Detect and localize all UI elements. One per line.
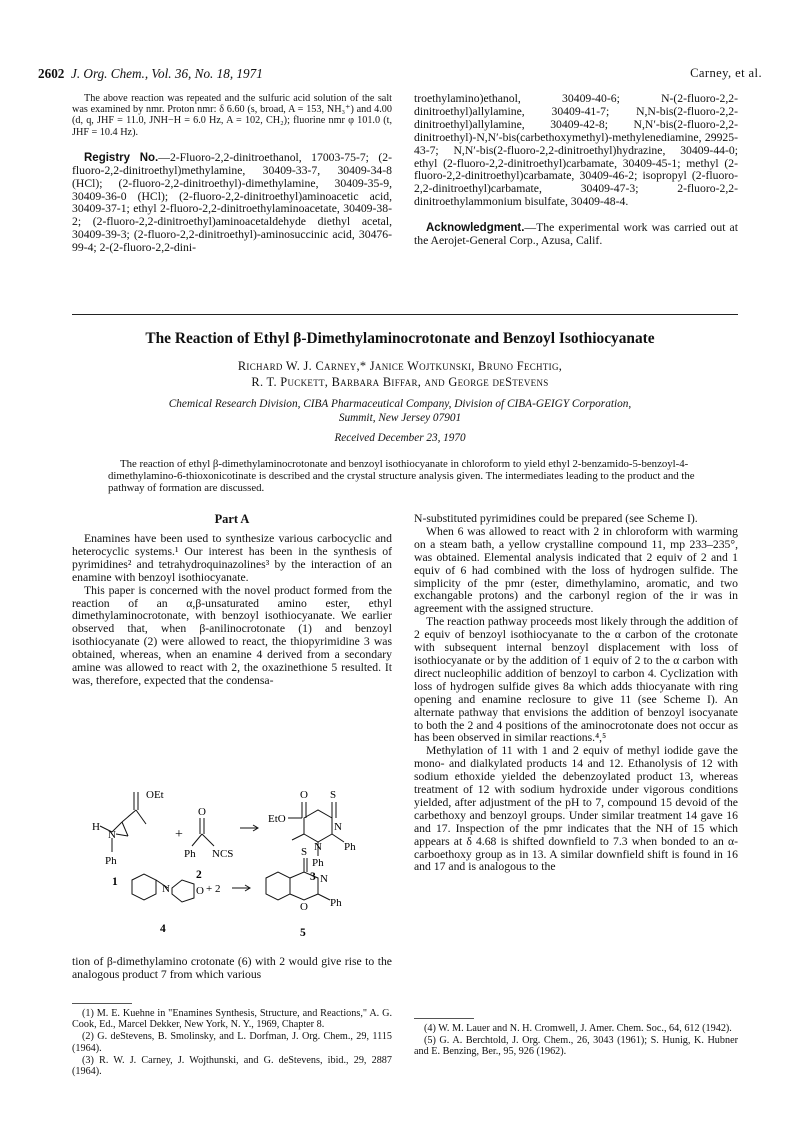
- label-eto: EtO: [268, 813, 286, 825]
- previous-article-right-column: [414, 93, 738, 248]
- compound-1-number: 1: [112, 876, 118, 888]
- plus-two: + 2: [206, 883, 221, 895]
- compound-3-number: 3: [310, 871, 316, 883]
- label-h: H: [92, 821, 100, 833]
- label-n-5: N: [320, 873, 328, 885]
- paragraph-scheme-ref: N-substituted pyrimidines could be prepared (see Scheme I).: [414, 512, 698, 525]
- label-o-5: O: [300, 901, 308, 913]
- previous-article-left-column: [72, 93, 392, 255]
- acknowledgment: [414, 222, 738, 248]
- compound-4-number: 4: [160, 923, 166, 935]
- page-number: 2602: [38, 66, 65, 81]
- label-ph-5: Ph: [330, 897, 342, 909]
- label-o-4: O: [196, 885, 204, 897]
- page-header: [38, 66, 762, 84]
- footnote-1: (1) M. E. Kuehne in "Enamines Synthesis, Structure, and Reactions," A. G. Cook, Ed., Marcel Dekker, New York, N. Y., 1969, Chapter 8.: [72, 1008, 392, 1031]
- ack-text: —The experimental work was carried out at the Aerojet-General Corp., Azusa, Calif.: [414, 221, 738, 248]
- abstract: The reaction of ethyl β-dimethylaminocrotonate and benzoyl isothiocyanate in chloroform to yield ethyl 2-benzamido-5-benzoyl-4-dimethylamino-6-thioxonicotinate is described and the crystal structure analysis given. The intermediates leading to the product and the pathway of formation are discussed.: [108, 458, 695, 494]
- received-date: Received December 23, 1970: [334, 432, 466, 444]
- registry-text: —2-Fluoro-2,2-dinitroethanol, 17003-75-7; (2-fluoro-2,2-dinitroethyl)methylamine, 30409-33-7, 30409-34-8 (HCl); (2-fluoro-2,2-dinitroethyl)-dimethylamine, 30409-35-9, 30409-36-0 (HCl); (2-fluoro-2,2-dinitroethyl)aminoacetic acid, 30409-37-1; ethyl 2-fluoro-2,2-dinitroethylaminoacetate, 30409-38-2; (2-fluoro-2,2-dinitroethyl)aminoacetaldehyde diethyl acetal, 30409-39-3; (2-fluoro-2,2-dinitroethyl)-aminosuccinic acid, 30476-99-4; 2-(2-fluoro-2,2-dini-: [72, 150, 392, 255]
- paragraph-compound-11: When 6 was allowed to react with 2 in chloroform with warming on a steam bath, a yellow crystalline compound 11, mp 233–235°, was obtained. Elemental analysis indicated that 2 equiv of 2 and 1 equiv of 6 had combined with the loss of hydrogen sulfide. The simplicity of the pmr (ester, dimethylamino, aromatic, and two exchangable protons) and the carbonyl region of the ir was in agreement with the assigned structure.: [414, 524, 738, 616]
- footnote-3: (3) R. W. J. Carney, J. Wojthunski, and G. deStevens, ibid., 29, 2887 (1964).: [72, 1054, 392, 1078]
- ack-label: Acknowledgment.: [426, 222, 525, 235]
- left-column-continuation: [72, 956, 392, 982]
- plus-sign-1: +: [175, 827, 183, 842]
- paragraph-novel-product: This paper is concerned with the novel product formed from the reaction of an α,β-unsaturated amino ester, ethyl dimethylaminocrotonate, with benzoyl isothiocyanate. We earlier observed that, when β-anilinocrotonate (1) and benzoyl isothiocyanate (2) were allowed to react, the thiopyrimidine 3 was obtained, whereas, when an enamine 4 derived from a secondary amine was allowed to react with 2, the oxazinethione 5 resulted. It was, therefore, expected that the condensa-: [72, 583, 392, 687]
- label-oet: OEt: [146, 789, 164, 801]
- paragraph-pathway: The reaction pathway proceeds most likely through the addition of 2 equiv of benzoyl isothiocyanate to the α carbon of the crotonate with subsequent internal benzoyl displacement with loss of isothiocyanate or by the addition of 1 equiv of 2 to the α carbon with direct nucleophilic addition of benzoyl to carbon 4. Cyclization with loss of hydrogen sulfide gives 8a which adds thiocyanate with ring opening and enamine reclosure to give 11 (see Scheme I). An alternate pathway that envisions the addition of benzoyl isocyanate to both the 2 and 4 positions of the aminocrotonate does not occur as has been observed in similar reactions.⁴,⁵: [414, 615, 738, 745]
- authors-line-1: Richard W. J. Carney,* Janice Wojtkunski, Bruno Fechtig,: [237, 359, 563, 373]
- label-n-1: N: [108, 829, 116, 841]
- journal-citation: J. Org. Chem., Vol. 36, No. 18, 1971: [70, 66, 263, 81]
- paragraph-condensation: tion of β-dimethylamino crotonate (6) with 2 would give rise to the analogous product 7 from which various: [72, 955, 392, 981]
- label-ph-3a: Ph: [344, 841, 356, 853]
- label-ph-1: Ph: [105, 855, 117, 867]
- affiliation-line-2: Summit, New Jersey 07901: [338, 412, 462, 424]
- registry-paragraph: [72, 152, 392, 255]
- authors-line-2: R. T. Puckett, Barbara Biffar, and George deStevens: [251, 375, 549, 389]
- footnote-rule-right: [414, 1018, 474, 1019]
- nmr-note: The above reaction was repeated and the sulfuric acid solution of the salt was examined by nmr. Proton nmr: δ 6.60 (s, broad, A = 153, NH₃⁺) and 4.00 (d, q, JHF = 11.0, JNH−H = 6.0 Hz, A = 102, CH₂); fluorine nmr φ 101.0 (t, JHF = 10.4 Hz).: [72, 93, 392, 138]
- label-o-3: O: [300, 789, 308, 801]
- footnote-4: (4) W. M. Lauer and N. H. Cromwell, J. Amer. Chem. Soc., 64, 612 (1942).: [424, 1023, 732, 1034]
- registry-continued: troethylamino)ethanol, 30409-40-6; N-(2-fluoro-2,2-dinitroethyl)allylamine, 30409-41-7; N,N-bis(2-fluoro-2,2-dinitroethyl)allylamine, 30409-42-8; N,N′-bis(2-fluoro-2,2-dinitroethyl)-N,N′-bis(carbethoxymethyl)-methylenediamine, 29925-43-7; N,N′-bis(2-fluoro-2,2-dinitroethyl)hydrazine, 30409-44-0; ethyl (2-fluoro-2,2-dinitroethyl)carbamate, 30409-45-1; methyl (2-fluoro-2,2-dinitroethyl)carbamate, 30409-46-2; isopropyl (2-fluoro-2,2-dinitroethyl)carbamate, 30409-47-3; 2-fluoro-2,2-dinitroethylammonium bisulfate, 30409-48-4.: [414, 92, 738, 209]
- left-column-body: [72, 533, 392, 688]
- article-divider: [72, 314, 738, 315]
- compound-2-number: 2: [196, 869, 202, 881]
- label-ph-2: Ph: [184, 848, 196, 860]
- right-column-body: [414, 513, 738, 874]
- label-n-3a: N: [334, 821, 342, 833]
- footnote-rule-left: [72, 1003, 132, 1004]
- registry-label: Registry No.: [84, 151, 159, 164]
- label-s-5: S: [301, 846, 308, 858]
- paragraph-methylation: Methylation of 11 with 1 and 2 equiv of methyl iodide gave the mono- and dialkylated products 14 and 12. Ethanolysis of 12 with sodium ethoxide yielded the debenzoylated product 13, whereas treatment of 12 with sodium hydroxide under vigorous conditions yielded, after adjustment of the pH to 7, compound 15 devoid of the carbethoxy and benzoyl groups. Under similar treatment 14 gave 16 and 17. Inspection of the pmr indicates that the NH of 15 which appears at δ 4.68 is shifted downfield to 7.3 when bonded to an α-carboethoxy group as in 13. A similar downfield shift is found in 16 and 17 and is analogous to the: [414, 744, 738, 874]
- label-ncs: NCS: [212, 848, 234, 860]
- article-title: The Reaction of Ethyl β-Dimethylaminocrotonate and Benzoyl Isothiocyanate: [145, 330, 655, 347]
- reaction-scheme: [72, 760, 392, 956]
- footnote-5: (5) G. A. Berchtold, J. Org. Chem., 26, 3043 (1961); S. Hunig, K. Hubner and E. Benzing, Ber., 95, 926 (1962).: [414, 1035, 738, 1058]
- affiliation-line-1: Chemical Research Division, CIBA Pharmaceutical Company, Division of CIBA-GEIGY Corporation,: [168, 398, 632, 410]
- label-o-2: O: [198, 806, 206, 818]
- section-heading: Part A: [214, 512, 250, 526]
- footnote-2: (2) G. deStevens, B. Smolinsky, and L. Dorfman, J. Org. Chem., 29, 1115 (1964).: [72, 1031, 392, 1054]
- footnotes-left: [72, 1008, 392, 1078]
- footnotes-right: [414, 1023, 738, 1059]
- running-author: Carney, et al.: [690, 66, 762, 80]
- label-n-3b: N: [314, 841, 322, 853]
- paragraph-intro: Enamines have been used to synthesize various carbocyclic and heterocyclic systems.¹ Our interest has been in the synthesis of pyrimidines² and tetrahydroquinazolines³ by the interaction of an enamine with benzoyl isothiocyanate.: [72, 532, 392, 584]
- label-s-3: S: [330, 789, 337, 801]
- compound-5-number: 5: [300, 927, 306, 939]
- label-ph-3b: Ph: [312, 857, 324, 869]
- label-n-4: N: [162, 883, 170, 895]
